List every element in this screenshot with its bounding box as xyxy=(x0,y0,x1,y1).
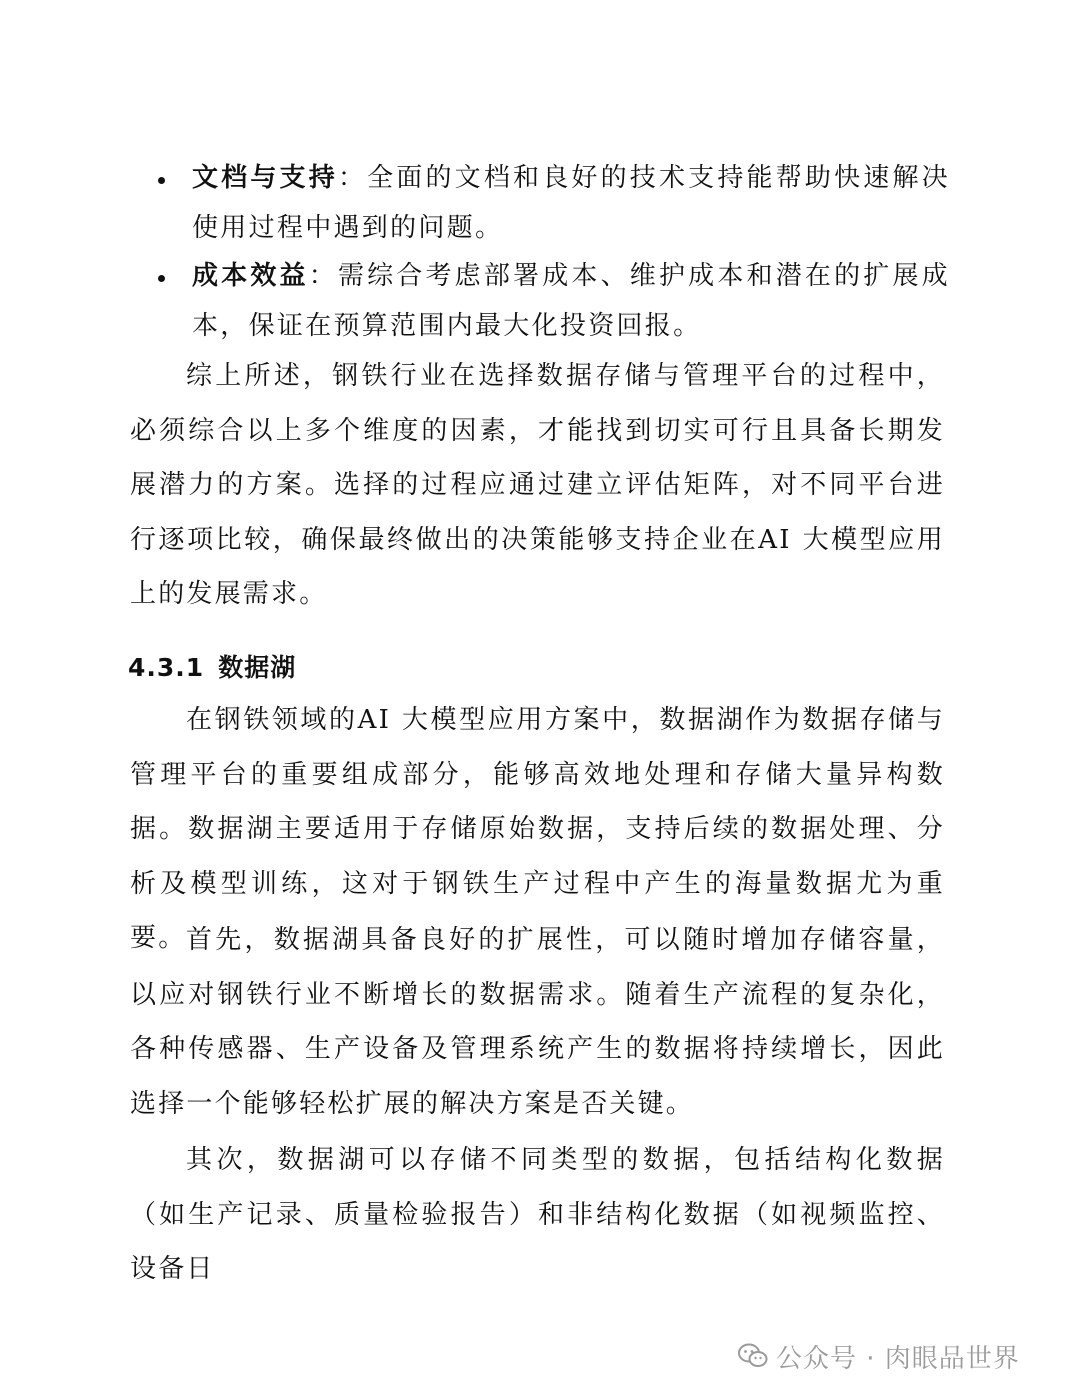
bullet-dot-icon xyxy=(158,177,165,184)
section-title: 数据湖 xyxy=(218,653,297,682)
bullet-item-cost-benefit xyxy=(130,251,950,351)
summary-paragraph: 综上所述，钢铁行业在选择数据存储与管理平台的过程中，必须综合以上多个维度的因素，才能找到切实可行且具备长期发展潜力的方案。选择的过程应通过建立评估矩阵，对不同平台进行逐项比较，确保最终做出的决策能够支持企业在AI 大模型应用上的发展需求。 xyxy=(130,361,945,609)
paragraph-scalability: 首先，数据湖具备良好的扩展性，可以随时增加存储容量，以应对钢铁行业不断增长的数据需求。随着生产流程的复杂化，各种传感器、生产设备及管理系统产生的数据将持续增长，因此选择一个能够轻松扩展的解决方案是否关键。 xyxy=(130,925,945,1119)
bullet-description: 全面的文档和良好的技术支持能帮助快速解决使用过程中遇到的问题。 xyxy=(192,163,950,243)
bullet-term: 文档与支持 xyxy=(192,163,338,193)
bullet-text xyxy=(192,251,950,351)
paragraph-data-types: 其次，数据湖可以存储不同类型的数据，包括结构化数据（如生产记录、质量检验报告）和非结构化数据（如视频监控、设备日 xyxy=(130,1145,945,1284)
wechat-icon xyxy=(738,1343,768,1369)
watermark xyxy=(738,1336,1020,1376)
bullet-dot-icon xyxy=(158,275,165,282)
section-number: 4.3.1 xyxy=(128,653,205,682)
watermark-text: 公众号 · 肉眼品世界 xyxy=(776,1343,1020,1374)
bullet-description: 需综合考虑部署成本、维护成本和潜在的扩展成本，保证在预算范围内最大化投资回报。 xyxy=(192,261,950,341)
section-heading xyxy=(128,648,296,684)
bullet-term: 成本效益 xyxy=(192,261,309,291)
bullet-item-docs-support xyxy=(130,153,950,253)
paragraph-data-lake-intro: 在钢铁领域的AI 大模型应用方案中，数据湖作为数据存储与管理平台的重要组成部分，能够高效地处理和存储大量异构数据。数据湖主要适用于存储原始数据，支持后续的数据处理、分析及模型训练，这对于钢铁生产过程中产生的海量数据尤为重要。 xyxy=(130,705,945,953)
bullet-separator: ： xyxy=(308,261,338,291)
bullet-text xyxy=(192,153,950,253)
bullet-separator: ： xyxy=(337,163,368,193)
